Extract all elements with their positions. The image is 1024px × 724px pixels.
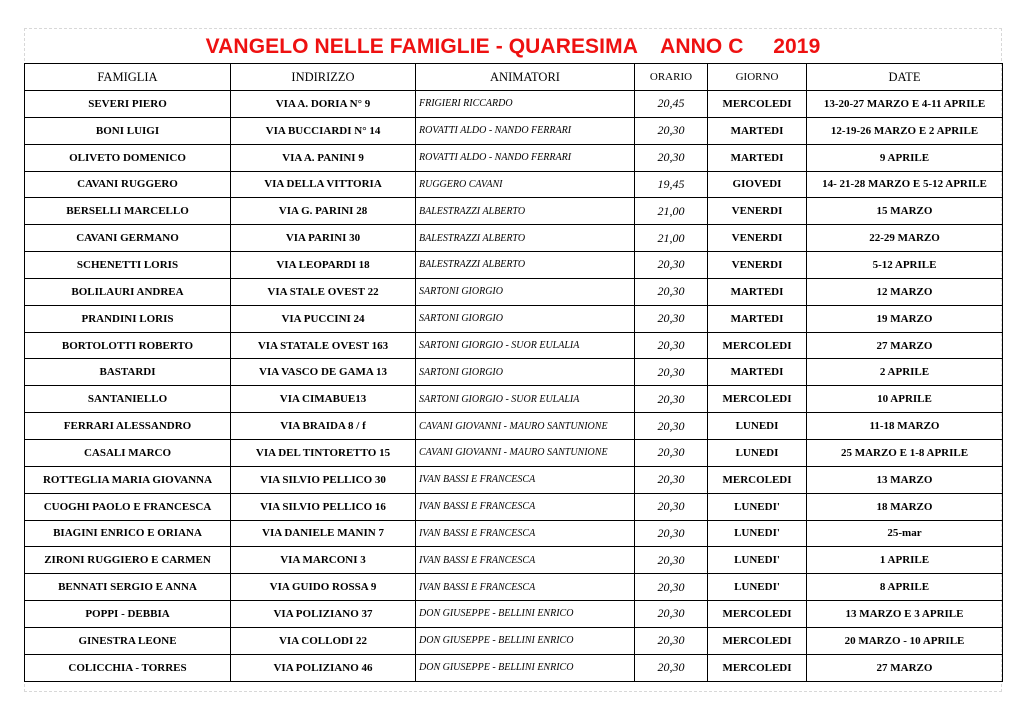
cell-indirizzo: VIA MARCONI 3 [231, 547, 416, 574]
cell-giorno: MERCOLEDI [708, 466, 807, 493]
schedule-table [24, 63, 1003, 682]
cell-indirizzo: VIA VASCO DE GAMA 13 [231, 359, 416, 386]
cell-animatori: BALESTRAZZI ALBERTO [416, 252, 635, 279]
cell-giorno: MARTEDI [708, 144, 807, 171]
cell-famiglia: COLICCHIA - TORRES [25, 654, 231, 681]
cell-famiglia: BONI LUIGI [25, 117, 231, 144]
cell-indirizzo: VIA POLIZIANO 37 [231, 601, 416, 628]
cell-famiglia: CAVANI RUGGERO [25, 171, 231, 198]
cell-giorno: MERCOLEDI [708, 601, 807, 628]
cell-animatori: SARTONI GIORGIO [416, 278, 635, 305]
cell-giorno: MARTEDI [708, 278, 807, 305]
table-row [25, 439, 1003, 466]
cell-famiglia: SEVERI PIERO [25, 91, 231, 118]
cell-indirizzo: VIA SILVIO PELLICO 16 [231, 493, 416, 520]
cell-giorno: GIOVEDI [708, 171, 807, 198]
cell-orario: 20,30 [635, 252, 708, 279]
cell-animatori: CAVANI GIOVANNI - MAURO SANTUNIONE [416, 413, 635, 440]
cell-orario: 20,30 [635, 520, 708, 547]
cell-indirizzo: VIA A. PANINI 9 [231, 144, 416, 171]
header-animatori: ANIMATORI [416, 64, 635, 91]
cell-giorno: LUNEDI' [708, 493, 807, 520]
cell-date: 13-20-27 MARZO E 4-11 APRILE [807, 91, 1003, 118]
table-row [25, 574, 1003, 601]
table-row [25, 413, 1003, 440]
cell-indirizzo: VIA GUIDO ROSSA 9 [231, 574, 416, 601]
cell-date: 5-12 APRILE [807, 252, 1003, 279]
header-date: DATE [807, 64, 1003, 91]
cell-indirizzo: VIA G. PARINI 28 [231, 198, 416, 225]
cell-date: 2 APRILE [807, 359, 1003, 386]
cell-famiglia: CASALI MARCO [25, 439, 231, 466]
cell-orario: 20,30 [635, 386, 708, 413]
cell-famiglia: SCHENETTI LORIS [25, 252, 231, 279]
cell-famiglia: SANTANIELLO [25, 386, 231, 413]
cell-famiglia: BASTARDI [25, 359, 231, 386]
table-row [25, 278, 1003, 305]
cell-giorno: MERCOLEDI [708, 91, 807, 118]
table-row [25, 359, 1003, 386]
cell-giorno: LUNEDI' [708, 520, 807, 547]
cell-date: 1 APRILE [807, 547, 1003, 574]
cell-giorno: LUNEDI [708, 439, 807, 466]
header-indirizzo: INDIRIZZO [231, 64, 416, 91]
cell-orario: 20,30 [635, 574, 708, 601]
cell-animatori: IVAN BASSI E FRANCESCA [416, 466, 635, 493]
table-row [25, 493, 1003, 520]
cell-animatori: FRIGIERI RICCARDO [416, 91, 635, 118]
cell-date: 13 MARZO E 3 APRILE [807, 601, 1003, 628]
cell-famiglia: BIAGINI ENRICO E ORIANA [25, 520, 231, 547]
cell-indirizzo: VIA COLLODI 22 [231, 627, 416, 654]
cell-indirizzo: VIA DELLA VITTORIA [231, 171, 416, 198]
cell-date: 14- 21-28 MARZO E 5-12 APRILE [807, 171, 1003, 198]
table-row [25, 117, 1003, 144]
cell-date: 13 MARZO [807, 466, 1003, 493]
cell-famiglia: ROTTEGLIA MARIA GIOVANNA [25, 466, 231, 493]
cell-giorno: MARTEDI [708, 359, 807, 386]
cell-orario: 20,30 [635, 332, 708, 359]
cell-giorno: MERCOLEDI [708, 627, 807, 654]
table-row [25, 91, 1003, 118]
cell-indirizzo: VIA A. DORIA N° 9 [231, 91, 416, 118]
cell-famiglia: ZIRONI RUGGIERO E CARMEN [25, 547, 231, 574]
cell-date: 12-19-26 MARZO E 2 APRILE [807, 117, 1003, 144]
cell-orario: 20,30 [635, 466, 708, 493]
cell-orario: 20,30 [635, 305, 708, 332]
cell-giorno: MARTEDI [708, 117, 807, 144]
cell-orario: 20,30 [635, 144, 708, 171]
cell-famiglia: OLIVETO DOMENICO [25, 144, 231, 171]
cell-famiglia: CAVANI GERMANO [25, 225, 231, 252]
cell-animatori: SARTONI GIORGIO [416, 305, 635, 332]
cell-famiglia: BORTOLOTTI ROBERTO [25, 332, 231, 359]
cell-giorno: VENERDI [708, 225, 807, 252]
cell-animatori: IVAN BASSI E FRANCESCA [416, 493, 635, 520]
cell-indirizzo: VIA LEOPARDI 18 [231, 252, 416, 279]
cell-indirizzo: VIA PARINI 30 [231, 225, 416, 252]
cell-date: 22-29 MARZO [807, 225, 1003, 252]
cell-orario: 20,30 [635, 117, 708, 144]
cell-orario: 20,30 [635, 654, 708, 681]
cell-date: 15 MARZO [807, 198, 1003, 225]
table-row [25, 547, 1003, 574]
cell-animatori: DON GIUSEPPE - BELLINI ENRICO [416, 654, 635, 681]
table-row [25, 466, 1003, 493]
header-orario: ORARIO [635, 64, 708, 91]
cell-animatori: SARTONI GIORGIO - SUOR EULALIA [416, 386, 635, 413]
cell-animatori: DON GIUSEPPE - BELLINI ENRICO [416, 627, 635, 654]
cell-animatori: ROVATTI ALDO - NANDO FERRARI [416, 144, 635, 171]
table-row [25, 386, 1003, 413]
cell-animatori: IVAN BASSI E FRANCESCA [416, 547, 635, 574]
cell-orario: 20,45 [635, 91, 708, 118]
cell-famiglia: CUOGHI PAOLO E FRANCESCA [25, 493, 231, 520]
cell-indirizzo: VIA STATALE OVEST 163 [231, 332, 416, 359]
cell-date: 9 APRILE [807, 144, 1003, 171]
cell-date: 18 MARZO [807, 493, 1003, 520]
cell-indirizzo: VIA STALE OVEST 22 [231, 278, 416, 305]
table-row [25, 252, 1003, 279]
cell-animatori: IVAN BASSI E FRANCESCA [416, 574, 635, 601]
header-row [25, 64, 1003, 91]
table-row [25, 627, 1003, 654]
cell-giorno: VENERDI [708, 198, 807, 225]
cell-date: 25 MARZO E 1-8 APRILE [807, 439, 1003, 466]
cell-famiglia: FERRARI ALESSANDRO [25, 413, 231, 440]
cell-orario: 20,30 [635, 493, 708, 520]
cell-indirizzo: VIA BUCCIARDI N° 14 [231, 117, 416, 144]
table-row [25, 654, 1003, 681]
cell-giorno: LUNEDI' [708, 574, 807, 601]
cell-famiglia: BERSELLI MARCELLO [25, 198, 231, 225]
cell-animatori: IVAN BASSI E FRANCESCA [416, 520, 635, 547]
cell-famiglia: BENNATI SERGIO E ANNA [25, 574, 231, 601]
cell-giorno: VENERDI [708, 252, 807, 279]
cell-date: 12 MARZO [807, 278, 1003, 305]
cell-date: 11-18 MARZO [807, 413, 1003, 440]
header-giorno: GIORNO [708, 64, 807, 91]
cell-date: 19 MARZO [807, 305, 1003, 332]
table-row [25, 225, 1003, 252]
cell-animatori: CAVANI GIOVANNI - MAURO SANTUNIONE [416, 439, 635, 466]
table-row [25, 144, 1003, 171]
table-body [25, 91, 1003, 682]
cell-date: 20 MARZO - 10 APRILE [807, 627, 1003, 654]
cell-animatori: RUGGERO CAVANI [416, 171, 635, 198]
table-row [25, 198, 1003, 225]
table-row [25, 520, 1003, 547]
cell-indirizzo: VIA DANIELE MANIN 7 [231, 520, 416, 547]
cell-orario: 21,00 [635, 225, 708, 252]
page-title: VANGELO NELLE FAMIGLIE - QUARESIMA ANNO C 2019 [205, 35, 821, 58]
table-row [25, 305, 1003, 332]
cell-date: 27 MARZO [807, 332, 1003, 359]
cell-indirizzo: VIA PUCCINI 24 [231, 305, 416, 332]
cell-giorno: MERCOLEDI [708, 654, 807, 681]
cell-giorno: MERCOLEDI [708, 386, 807, 413]
cell-famiglia: POPPI - DEBBIA [25, 601, 231, 628]
cell-animatori: ROVATTI ALDO - NANDO FERRARI [416, 117, 635, 144]
cell-indirizzo: VIA SILVIO PELLICO 30 [231, 466, 416, 493]
cell-date: 27 MARZO [807, 654, 1003, 681]
table-row [25, 601, 1003, 628]
cell-indirizzo: VIA CIMABUE13 [231, 386, 416, 413]
cell-indirizzo: VIA DEL TINTORETTO 15 [231, 439, 416, 466]
cell-date: 10 APRILE [807, 386, 1003, 413]
cell-animatori: BALESTRAZZI ALBERTO [416, 198, 635, 225]
cell-animatori: SARTONI GIORGIO [416, 359, 635, 386]
cell-orario: 20,30 [635, 601, 708, 628]
cell-giorno: LUNEDI' [708, 547, 807, 574]
cell-date: 8 APRILE [807, 574, 1003, 601]
cell-animatori: BALESTRAZZI ALBERTO [416, 225, 635, 252]
cell-indirizzo: VIA BRAIDA 8 / f [231, 413, 416, 440]
cell-orario: 20,30 [635, 278, 708, 305]
cell-orario: 20,30 [635, 359, 708, 386]
cell-giorno: LUNEDI [708, 413, 807, 440]
cell-orario: 20,30 [635, 413, 708, 440]
header-famiglia: FAMIGLIA [25, 64, 231, 91]
cell-orario: 19,45 [635, 171, 708, 198]
cell-giorno: MERCOLEDI [708, 332, 807, 359]
cell-giorno: MARTEDI [708, 305, 807, 332]
cell-famiglia: PRANDINI LORIS [25, 305, 231, 332]
table-row [25, 332, 1003, 359]
cell-animatori: DON GIUSEPPE - BELLINI ENRICO [416, 601, 635, 628]
cell-orario: 20,30 [635, 547, 708, 574]
cell-orario: 20,30 [635, 439, 708, 466]
cell-famiglia: GINESTRA LEONE [25, 627, 231, 654]
table-row [25, 171, 1003, 198]
cell-date: 25-mar [807, 520, 1003, 547]
cell-orario: 21,00 [635, 198, 708, 225]
cell-animatori: SARTONI GIORGIO - SUOR EULALIA [416, 332, 635, 359]
cell-indirizzo: VIA POLIZIANO 46 [231, 654, 416, 681]
cell-orario: 20,30 [635, 627, 708, 654]
cell-famiglia: BOLILAURI ANDREA [25, 278, 231, 305]
